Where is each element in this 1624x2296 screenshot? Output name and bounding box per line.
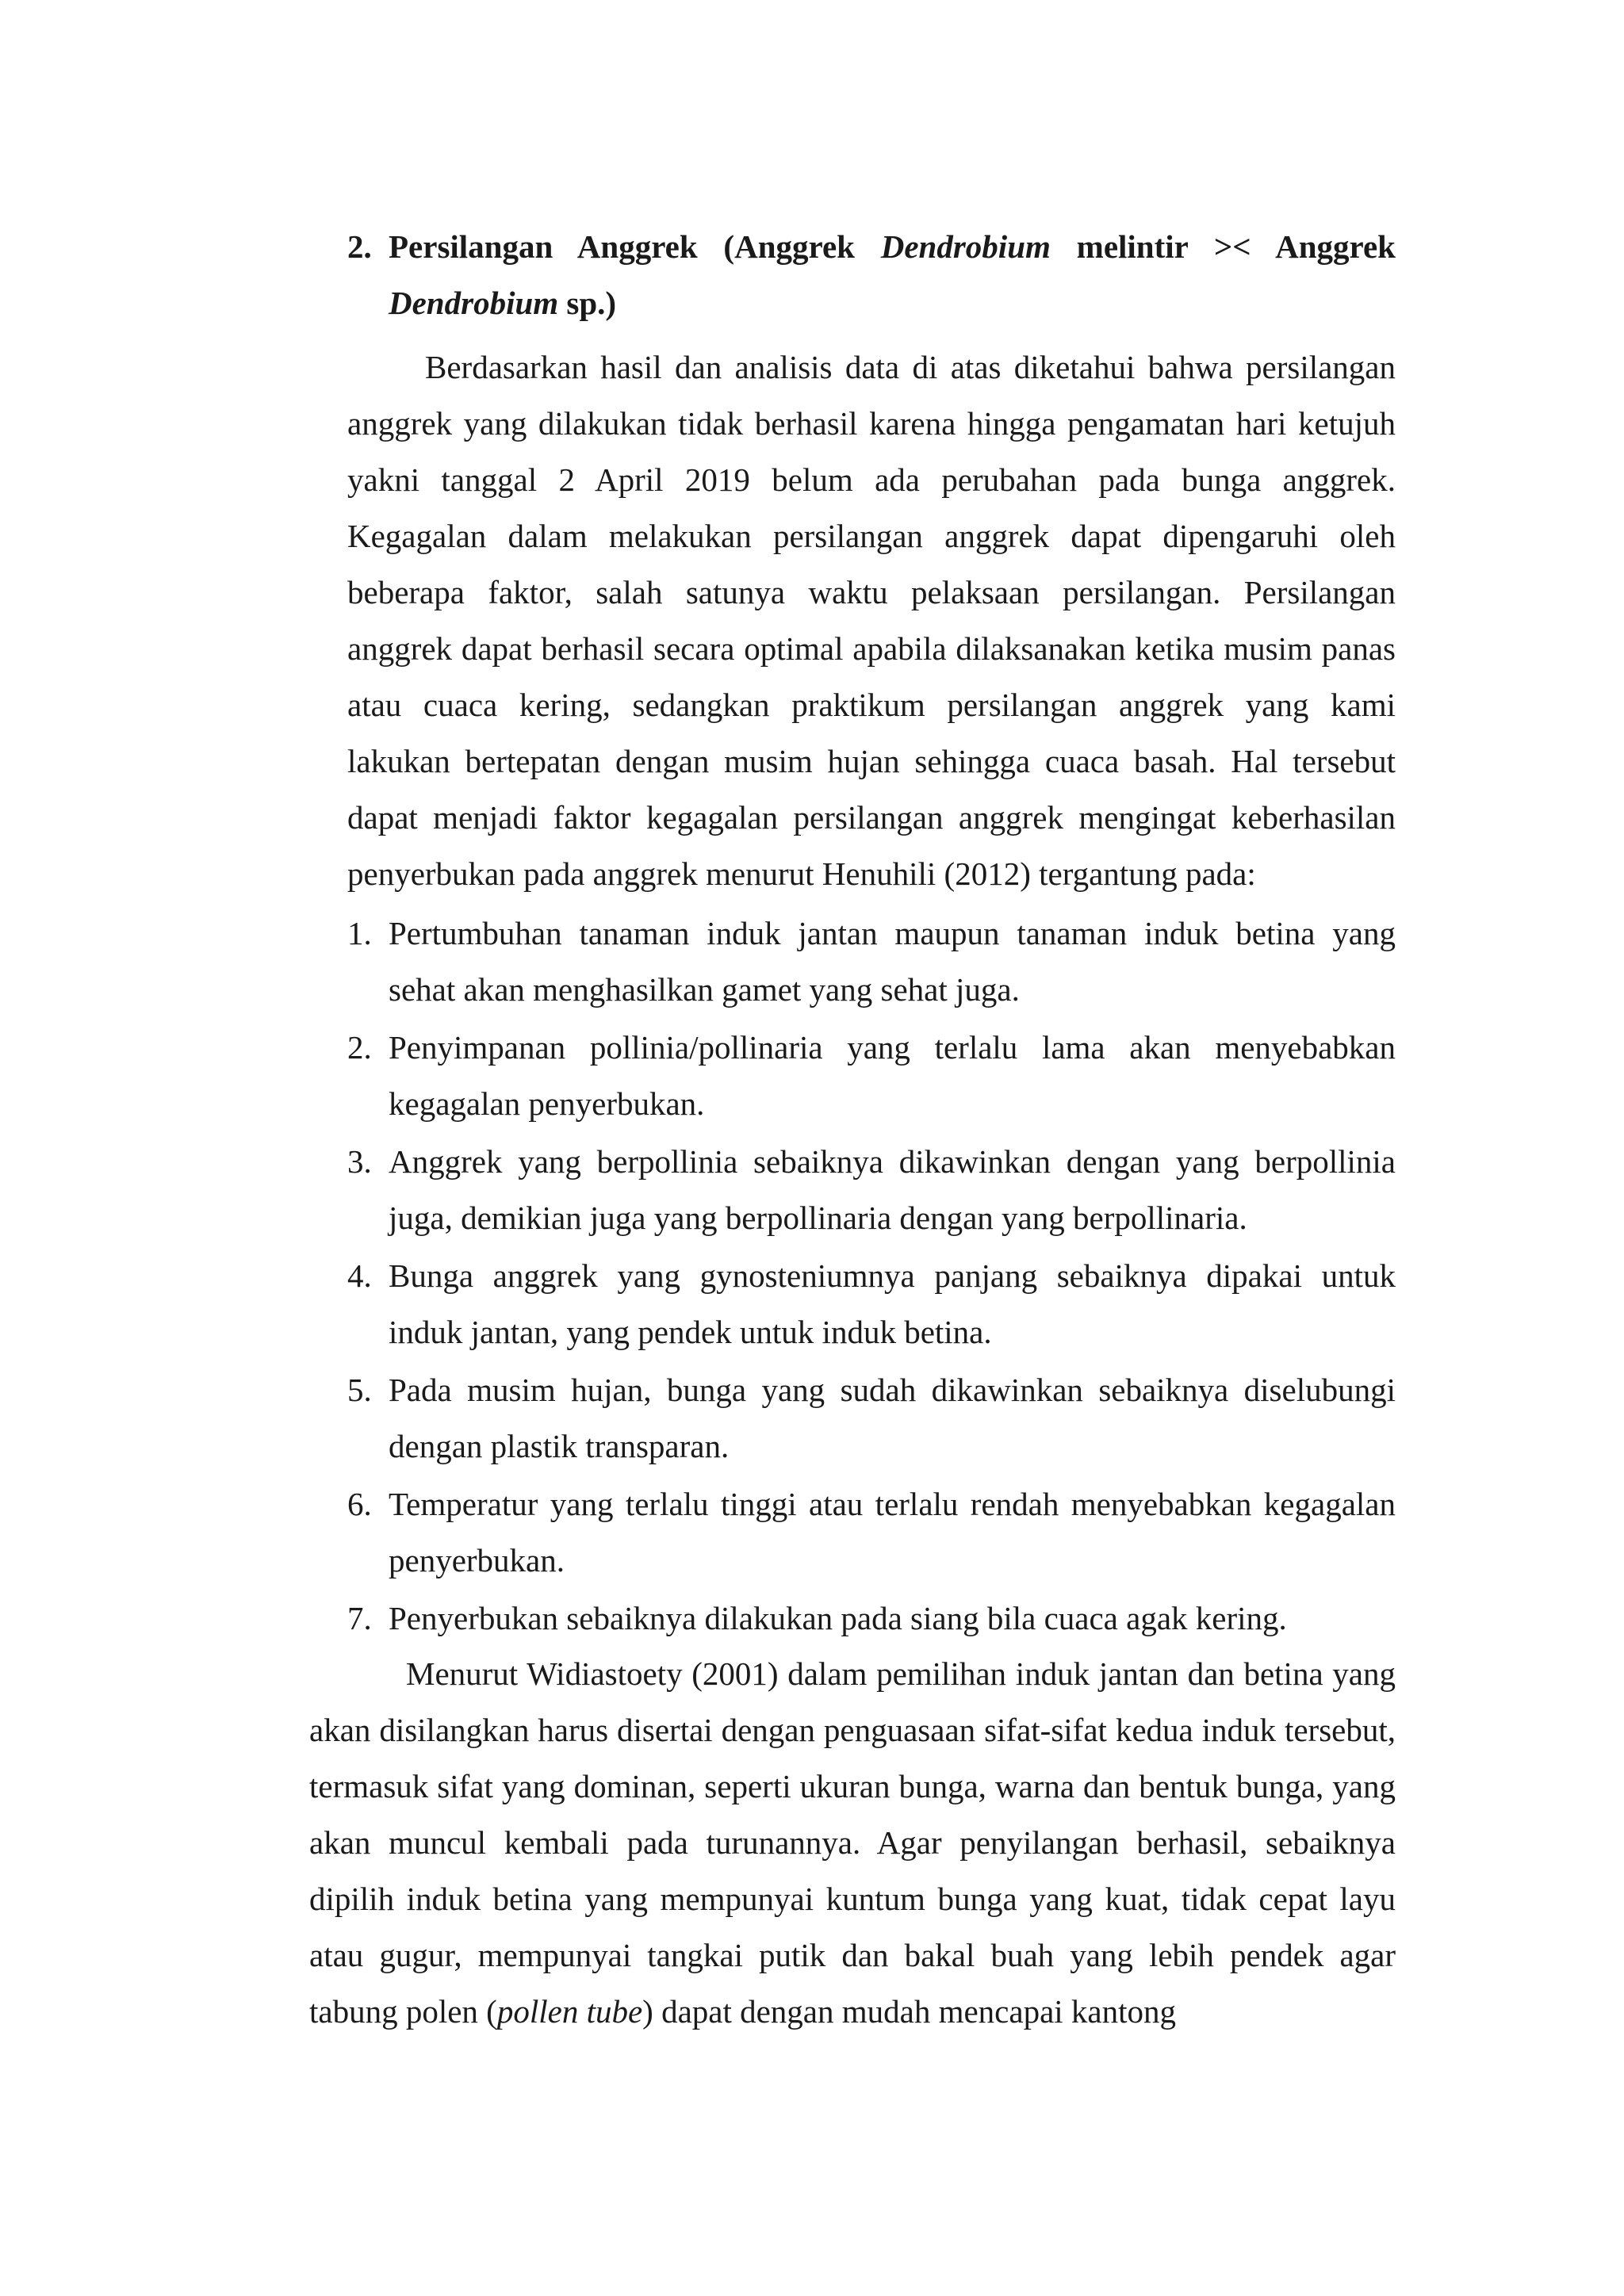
paragraph-widiastoety: [309, 1646, 1396, 2040]
section-number: 2.: [347, 228, 372, 265]
list-item-text: Penyimpanan pollinia/pollinaria yang terlalu lama akan menyebabkan kegagalan penyerbukan.: [389, 1029, 1396, 1122]
paragraph-analysis: Berdasarkan hasil dan analisis data di atas diketahui bahwa persilangan anggrek yang dilakukan tidak berhasil karena hingga pengamatan hari ketujuh yakni tanggal 2 April 2019 belum ada perubahan pada bunga anggrek. Kegagalan dalam melakukan persilangan anggrek dapat dipengaruhi oleh beberapa faktor, salah satunya waktu pelaksaan persilangan. Persilangan anggrek dapat berhasil secara optimal apabila dilaksanakan ketika musim panas atau cuaca kering, sedangkan praktikum persilangan anggrek yang kami lakukan bertepatan dengan musim hujan sehingga cuaca basah. Hal tersebut dapat menjadi faktor kegagalan persilangan anggrek mengingat keberhasilan penyerbukan pada anggrek menurut Henuhili (2012) tergantung pada:: [347, 349, 1396, 892]
list-item: [347, 1362, 1396, 1475]
list-item-number: 5.: [347, 1372, 372, 1408]
list-item: [347, 1020, 1396, 1132]
list-item-text: Anggrek yang berpollinia sebaiknya dikawinkan dengan yang berpollinia juga, demikian juga yang berpollinaria dengan yang berpollinaria.: [389, 1143, 1396, 1236]
success-factors-list: [347, 905, 1396, 1648]
list-item: [347, 1134, 1396, 1246]
list-item: [347, 1590, 1396, 1647]
list-item: [347, 905, 1396, 1018]
list-item-number: 6.: [347, 1486, 372, 1522]
list-item-text: Pada musim hujan, bunga yang sudah dikawinkan sebaiknya diselubungi dengan plastik transparan.: [389, 1372, 1396, 1464]
section-title-part2: melintir >< Anggrek: [1050, 228, 1396, 265]
section-title-italic2: Dendrobium: [389, 285, 559, 321]
list-item-number: 2.: [347, 1029, 372, 1066]
paragraph2-text-before: Menurut Widiastoety (2001) dalam pemilihan induk jantan dan betina yang akan disilangkan harus disertai dengan penguasaan sifat-sifat kedua induk tersebut, termasuk sifat yang dominan, seperti ukuran bunga, warna dan bentuk bunga, yang akan muncul kembali pada turunannya. Agar penyilangan berhasil, sebaiknya dipilih induk betina yang mempunyai kuntum bunga yang kuat, tidak cepat layu atau gugur, mempunyai tangkai putik dan bakal buah yang lebih pendek agar tabung polen (: [309, 1655, 1396, 2030]
list-item-number: 1.: [347, 915, 372, 951]
paragraph2-italic-term: pollen tube: [496, 1993, 643, 2030]
list-item: [347, 1248, 1396, 1360]
list-item-text: Penyerbukan sebaiknya dilakukan pada siang bila cuaca agak kering.: [389, 1600, 1287, 1636]
section-title: [389, 219, 1396, 331]
list-item-text: Bunga anggrek yang gynosteniumnya panjang sebaiknya dipakai untuk induk jantan, yang pendek untuk induk betina.: [389, 1257, 1396, 1350]
list-item: [347, 1476, 1396, 1589]
section-title-part1: Persilangan Anggrek (Anggrek: [389, 228, 881, 265]
section-title-italic1: Dendrobium: [880, 228, 1051, 265]
list-item-text: Pertumbuhan tanaman induk jantan maupun tanaman induk betina yang sehat akan menghasilkan gamet yang sehat juga.: [389, 915, 1396, 1008]
list-item-number: 4.: [347, 1257, 372, 1294]
list-item-number: 3.: [347, 1143, 372, 1180]
paragraph2-text-after: ) dapat dengan mudah mencapai kantong: [642, 1993, 1177, 2030]
list-item-text: Temperatur yang terlalu tinggi atau terlalu rendah menyebabkan kegagalan penyerbukan.: [389, 1486, 1396, 1578]
list-item-number: 7.: [347, 1600, 372, 1636]
section-title-part3: sp.): [558, 285, 617, 321]
section-heading: [347, 219, 1396, 331]
